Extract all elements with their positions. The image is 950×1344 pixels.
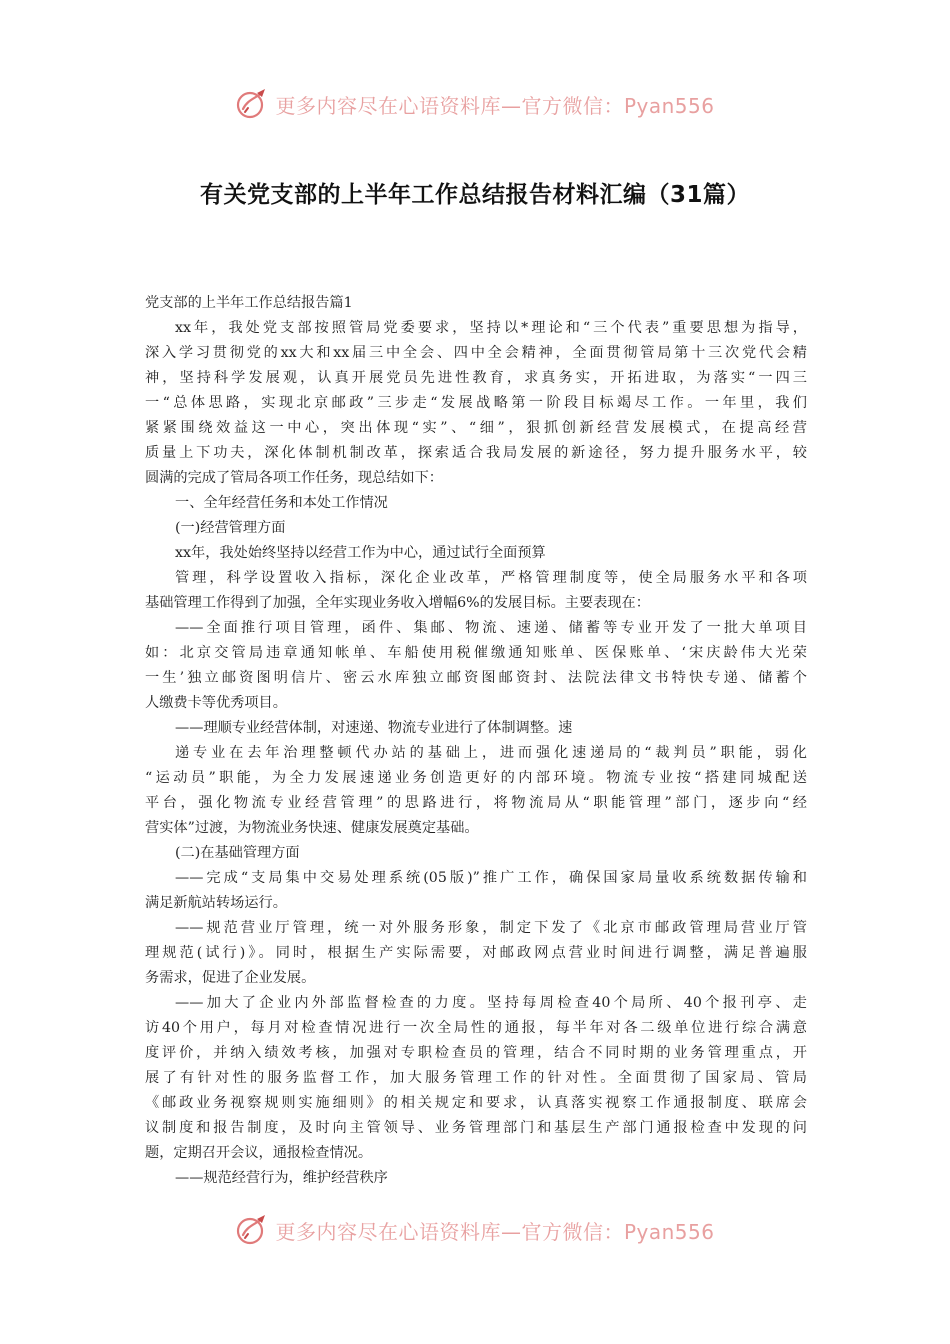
text-line: 题，定期召开会议，通报检查情况。 (145, 1145, 373, 1161)
text-line: “运动员”职能，为全力发展速递业务创造更好的内部环境。物流专业按“搭建同城配送 (145, 770, 807, 786)
document-body (145, 291, 807, 1191)
text-line: ——完成“支局集中交易处理系统(05版)”推广工作，确保国家局量收系统数据传输和 (175, 870, 807, 886)
text-line: (二)在基础管理方面 (175, 845, 300, 861)
footer-banner-text: 更多内容尽在心语资料库—官方微信：Pyan556 (275, 1219, 715, 1244)
text-line: ——理顺专业经营体制，对速递、物流专业进行了体制调整。速 (175, 720, 573, 736)
text-line: 一“总体思路，实现北京邮政”三步走“发展战略第一阶段目标竭尽工作。一年里，我们 (145, 395, 807, 411)
text-line: xx年，我处党支部按照管局党委要求，坚持以*理论和“三个代表”重要思想为指导， (175, 320, 807, 336)
text-line: 圆满的完成了管局各项工作任务，现总结如下： (145, 470, 443, 486)
text-line: 《邮政业务视察规则实施细则》的相关规定和要求，认真落实视察工作通报制度、联席会 (145, 1095, 807, 1111)
text-line: 如：北京交管局违章通知帐单、车船使用税催缴通知账单、医保账单、‘宋庆龄伟大光荣 (145, 645, 807, 661)
text-line: 一、全年经营任务和本处工作情况 (175, 495, 388, 511)
text-line: ——规范经营行为，维护经营秩序 (175, 1170, 388, 1186)
text-line: 满足新航站转场运行。 (145, 895, 287, 911)
text-line: 质量上下功夫，深化体制机制改革，探索适合我局发展的新途径，努力提升服务水平，较 (145, 445, 807, 461)
text-line: 度评价，并纳入绩效考核，加强对专职检查员的管理，结合不同时期的业务管理重点，开 (145, 1045, 807, 1061)
footer-banner (0, 1210, 950, 1250)
text-line: ——规范营业厅管理，统一对外服务形象，制定下发了《北京市邮政管理局营业厅管 (175, 920, 807, 936)
text-line: (一)经营管理方面 (175, 520, 286, 536)
pen-logo-icon (235, 1213, 269, 1247)
section-heading: 党支部的上半年工作总结报告篇1 (145, 295, 353, 311)
text-line: 紧紧围绕效益这一中心，突出体现“实”、“细”，狠抓创新经营发展模式，在提高经营 (145, 420, 807, 436)
text-line: 访40个用户，每月对检查情况进行一次全局性的通报，每半年对各二级单位进行综合满意 (145, 1020, 807, 1036)
text-line: 平台，强化物流专业经营管理”的思路进行，将物流局从“职能管理”部门，逐步向“经 (145, 795, 807, 811)
text-line: 展了有针对性的服务监督工作，加大服务管理工作的针对性。全面贯彻了国家局、管局 (145, 1070, 807, 1086)
header-banner-text: 更多内容尽在心语资料库—官方微信：Pyan556 (275, 93, 715, 118)
text-line: ——加大了企业内外部监督检查的力度。坚持每周检查40个局所、40个报刊亭、走 (175, 995, 807, 1011)
text-line: 神，坚持科学发展观，认真开展党员先进性教育，求真务实，开拓进取，为落实“一四三 (145, 370, 807, 386)
text-line: 基础管理工作得到了加强，全年实现业务收入增幅6%的发展目标。主要表现在： (145, 595, 650, 611)
text-line: 理规范(试行)》。同时，根据生产实际需要，对邮政网点营业时间进行调整，满足普遍服 (145, 945, 807, 961)
text-line: 人缴费卡等优秀项目。 (145, 695, 287, 711)
text-line: 递专业在去年治理整顿代办站的基础上，进而强化速递局的“裁判员”职能，弱化 (175, 745, 807, 761)
pen-logo-icon (235, 87, 269, 121)
text-line: 深入学习贯彻党的xx大和xx届三中全会、四中全会精神，全面贯彻管局第十三次党代会精 (145, 345, 807, 361)
document-title: 有关党支部的上半年工作总结报告材料汇编（31篇） (199, 182, 750, 208)
text-line: 管理，科学设置收入指标，深化企业改革，严格管理制度等，使全局服务水平和各项 (175, 570, 807, 586)
text-line: 议制度和报告制度，及时向主管领导、业务管理部门和基层生产部门通报检查中发现的问 (145, 1120, 807, 1136)
header-banner (0, 84, 950, 124)
text-line: 营实体”过渡，为物流业务快速、健康发展奠定基础。 (145, 820, 479, 836)
text-line: xx年，我处始终坚持以经营工作为中心，通过试行全面预算 (175, 545, 546, 561)
text-line: 务需求，促进了企业发展。 (145, 970, 316, 986)
text-line: ——全面推行项目管理，函件、集邮、物流、速递、储蓄等专业开发了一批大单项目 (175, 620, 807, 636)
text-line: 一生’独立邮资图明信片、密云水库独立邮资图邮资封、法院法律文书特快专递、储蓄个 (145, 670, 807, 686)
